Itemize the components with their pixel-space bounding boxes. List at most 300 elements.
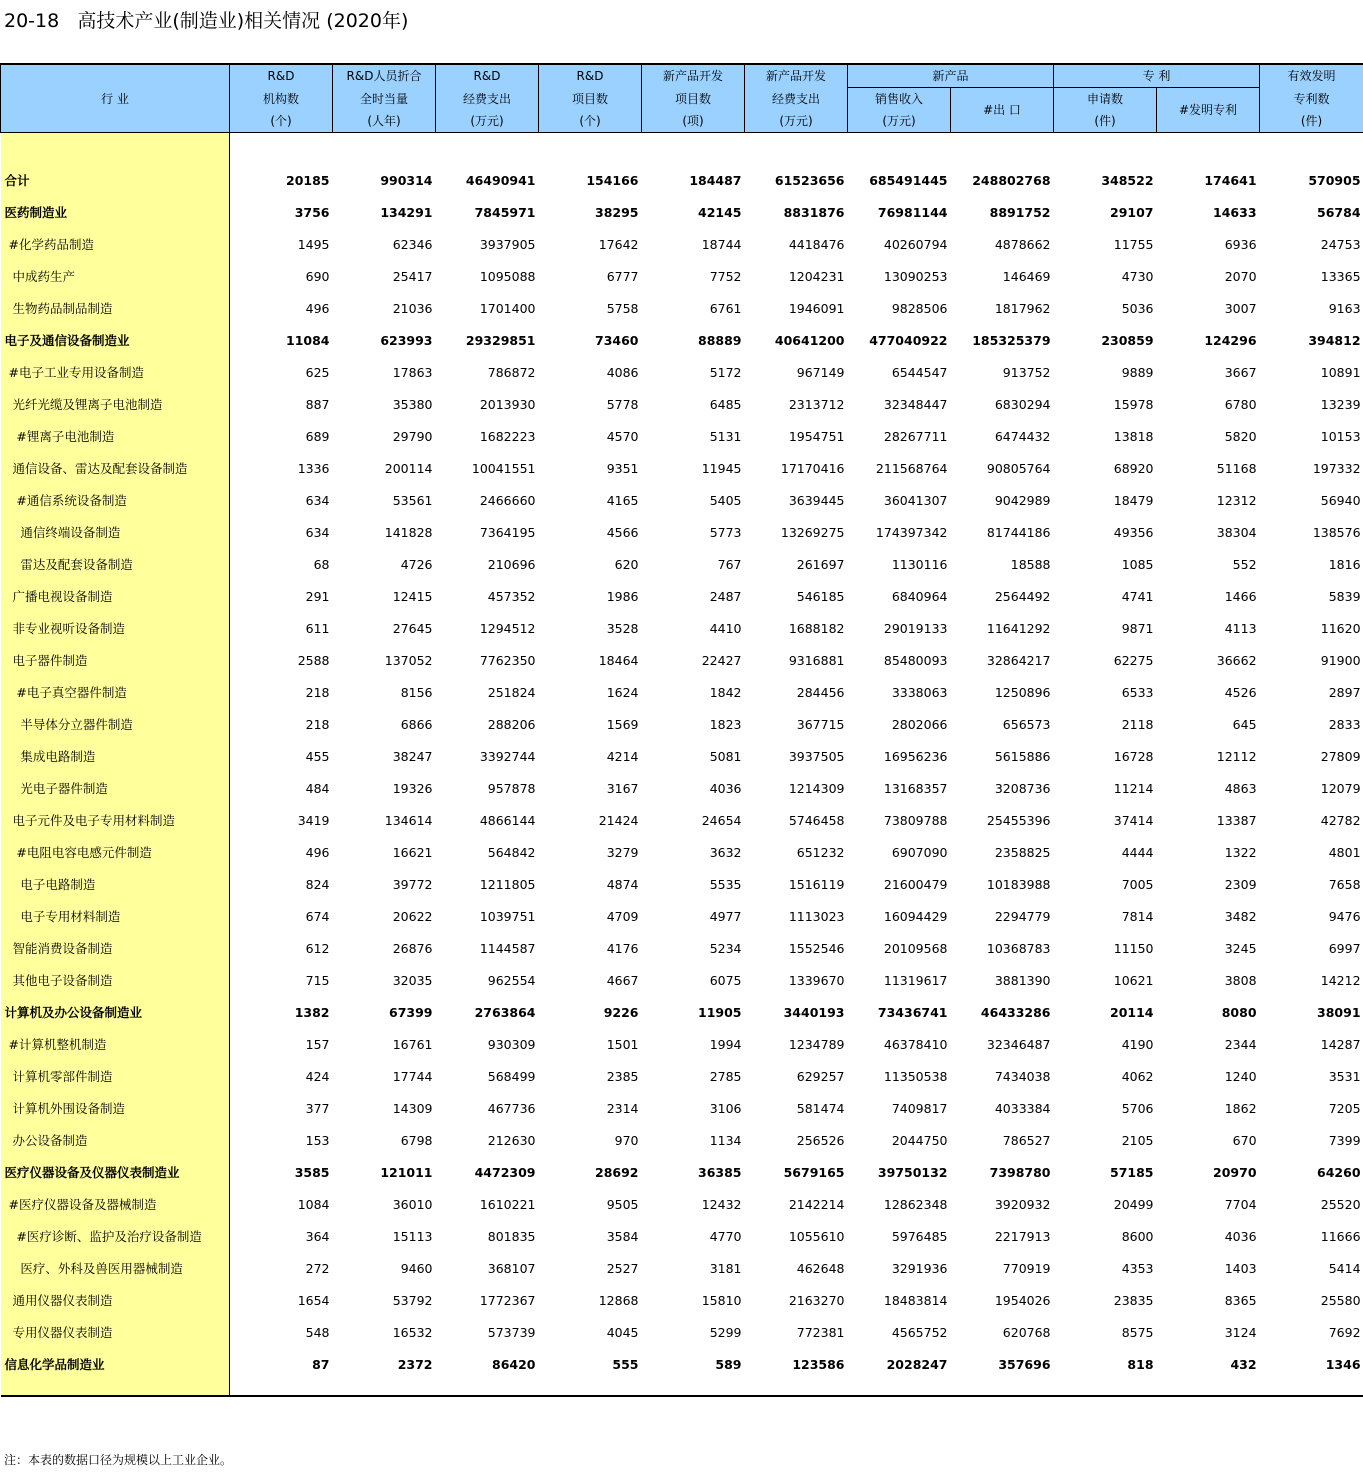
cell-value: 197332 (1312, 460, 1361, 476)
header-valid-invention-1: 有效发明 (1260, 64, 1363, 88)
cell-value: 16956236 (883, 748, 948, 764)
cell-value: 7692 (1328, 1324, 1361, 1340)
cell-value: 496 (305, 300, 330, 316)
cell-value: 13818 (1113, 428, 1154, 444)
cell-value: 11945 (701, 460, 742, 476)
cell-value: 1095088 (479, 268, 536, 284)
industry-name: 医疗仪器设备及仪器仪表制造业 (1, 1156, 230, 1188)
cell-value: 39772 (392, 876, 433, 892)
header-new-product-projects-unit: (项) (642, 110, 745, 133)
cell-value: 28692 (595, 1164, 639, 1180)
cell-value: 5778 (606, 396, 639, 412)
cell-value: 7752 (709, 268, 742, 284)
cell-value: 568499 (487, 1068, 536, 1084)
cell-value: 13168357 (883, 780, 948, 796)
cell-value: 40641200 (774, 332, 845, 348)
cell-value: 6485 (709, 396, 742, 412)
cell-value: 455 (305, 748, 330, 764)
cell-value: 10183988 (986, 876, 1051, 892)
cell-value: 4086 (606, 364, 639, 380)
industry-name: 医疗、外科及兽医用器械制造 (1, 1252, 230, 1284)
cell-value: 1130116 (891, 556, 948, 572)
cell-value: 9828506 (891, 300, 948, 316)
table-row (1, 292, 1363, 324)
cell-value: 14212 (1320, 972, 1361, 988)
industry-name: 智能消费设备制造 (1, 932, 230, 964)
header-new-product-expenditure-1: 新产品开发 (745, 64, 848, 88)
cell-value: 16761 (392, 1036, 433, 1052)
cell-value: 157 (305, 1036, 330, 1052)
cell-value: 9163 (1328, 300, 1361, 316)
cell-value: 7434038 (994, 1068, 1051, 1084)
cell-value: 134614 (384, 812, 433, 828)
cell-value: 1862 (1224, 1100, 1257, 1116)
cell-value: 4878662 (994, 236, 1051, 252)
header-new-product-projects-1: 新产品开发 (642, 64, 745, 88)
cell-value: 3245 (1224, 940, 1257, 956)
cell-value: 9316881 (788, 652, 845, 668)
cell-value: 4977 (709, 908, 742, 924)
cell-value: 5615886 (994, 748, 1051, 764)
industry-name: 计算机外围设备制造 (1, 1092, 230, 1124)
cell-value: 4472309 (474, 1164, 536, 1180)
cell-value: 56784 (1317, 204, 1361, 220)
table-header (1, 64, 1363, 133)
table-row (1, 836, 1363, 868)
cell-value: 2217913 (994, 1228, 1051, 1244)
cell-value: 962554 (487, 972, 536, 988)
cell-value: 12079 (1320, 780, 1361, 796)
industry-name: 电子器件制造 (1, 644, 230, 676)
cell-value: 2314 (606, 1100, 639, 1116)
cell-value: 611 (305, 620, 330, 636)
cell-value: 3124 (1224, 1324, 1257, 1340)
cell-value: 27645 (392, 620, 433, 636)
cell-value: 20185 (286, 172, 330, 188)
cell-value: 957878 (487, 780, 536, 796)
header-new-product-sales-2: 销售收入 (848, 88, 951, 111)
cell-value: 1039751 (479, 908, 536, 924)
table-row (1, 900, 1363, 932)
cell-value: 56940 (1320, 492, 1361, 508)
industry-name: #电子工业专用设备制造 (1, 356, 230, 388)
cell-value: 4866144 (479, 812, 536, 828)
cell-value: 20970 (1213, 1164, 1257, 1180)
industry-name: 专用仪器仪表制造 (1, 1316, 230, 1348)
cell-value: 1624 (606, 684, 639, 700)
cell-value: 3208736 (994, 780, 1051, 796)
cell-value: 1234789 (788, 1036, 845, 1052)
table-row (1, 612, 1363, 644)
cell-value: 7005 (1121, 876, 1154, 892)
cell-value: 185325379 (972, 332, 1051, 348)
cell-value: 6777 (606, 268, 639, 284)
cell-value: 1569 (606, 716, 639, 732)
cell-value: 7845971 (474, 204, 536, 220)
table-row (1, 964, 1363, 996)
cell-value: 4190 (1121, 1036, 1154, 1052)
cell-value: 17170416 (780, 460, 845, 476)
cell-value: 5820 (1224, 428, 1257, 444)
cell-value: 11319617 (883, 972, 948, 988)
cell-value: 15810 (701, 1292, 742, 1308)
cell-value: 39750132 (877, 1164, 948, 1180)
cell-value: 3937505 (788, 748, 845, 764)
table-row (1, 932, 1363, 964)
cell-value: 7205 (1328, 1100, 1361, 1116)
header-rd-expenditure-1: R&D (436, 64, 539, 88)
cell-value: 1823 (709, 716, 742, 732)
spacer-row (1, 133, 1363, 165)
cell-value: 552 (1232, 556, 1257, 572)
cell-value: 1085 (1121, 556, 1154, 572)
cell-value: 64260 (1317, 1164, 1361, 1180)
header-rd-personnel-unit: (人年) (333, 110, 436, 133)
cell-value: 7398780 (989, 1164, 1051, 1180)
cell-value: 3756 (294, 204, 330, 220)
header-rd-personnel-2: 全时当量 (333, 88, 436, 111)
industry-name: 电子电路制造 (1, 868, 230, 900)
cell-value: 13387 (1216, 812, 1257, 828)
cell-value: 548 (305, 1324, 330, 1340)
cell-value: 29019133 (883, 620, 948, 636)
table-row (1, 772, 1363, 804)
cell-value: 2527 (606, 1260, 639, 1276)
cell-value: 9889 (1121, 364, 1154, 380)
cell-value: 85480093 (883, 652, 948, 668)
industry-name: #医疗诊断、监护及治疗设备制造 (1, 1220, 230, 1252)
cell-value: 10368783 (986, 940, 1051, 956)
cell-value: 4410 (709, 620, 742, 636)
header-new-product-projects-2: 项目数 (642, 88, 745, 111)
cell-value: 16728 (1113, 748, 1154, 764)
cell-value: 589 (715, 1356, 742, 1372)
table-row (1, 708, 1363, 740)
cell-value: 2105 (1121, 1132, 1154, 1148)
cell-value: 620768 (1002, 1324, 1051, 1340)
cell-value: 18588 (1010, 556, 1051, 572)
cell-value: 1516119 (788, 876, 845, 892)
industry-name: 其他电子设备制造 (1, 964, 230, 996)
cell-value: 10621 (1113, 972, 1154, 988)
cell-value: 1403 (1224, 1260, 1257, 1276)
cell-value: 1682223 (479, 428, 536, 444)
cell-value: 3007 (1224, 300, 1257, 316)
cell-value: 73460 (595, 332, 639, 348)
cell-value: 612 (305, 940, 330, 956)
table-row (1, 996, 1363, 1028)
table-row (1, 1092, 1363, 1124)
cell-value: 5758 (606, 300, 639, 316)
cell-value: 18483814 (883, 1292, 948, 1308)
cell-value: 5234 (709, 940, 742, 956)
cell-value: 146469 (1002, 268, 1051, 284)
cell-value: 690 (305, 268, 330, 284)
cell-value: 184487 (689, 172, 742, 188)
header-patents-unit: (件) (1054, 110, 1157, 133)
cell-value: 930309 (487, 1036, 536, 1052)
cell-value: 3338063 (891, 684, 948, 700)
cell-value: 68 (313, 556, 330, 572)
cell-value: 10153 (1320, 428, 1361, 444)
cell-value: 4036 (1224, 1228, 1257, 1244)
cell-value: 1817962 (994, 300, 1051, 316)
table-row (1, 1220, 1363, 1252)
cell-value: 6761 (709, 300, 742, 316)
cell-value: 4036 (709, 780, 742, 796)
cell-value: 4565752 (891, 1324, 948, 1340)
cell-value: 68920 (1113, 460, 1154, 476)
cell-value: 25417 (392, 268, 433, 284)
industry-name: 通用仪器仪表制造 (1, 1284, 230, 1316)
cell-value: 6840964 (891, 588, 948, 604)
cell-value: 3167 (606, 780, 639, 796)
table-row (1, 580, 1363, 612)
cell-value: 1466 (1224, 588, 1257, 604)
cell-value: 564842 (487, 844, 536, 860)
header-new-product-sales-unit: (万元) (848, 110, 951, 133)
cell-value: 5839 (1328, 588, 1361, 604)
table-row (1, 740, 1363, 772)
cell-value: 4526 (1224, 684, 1257, 700)
cell-value: 46490941 (465, 172, 536, 188)
cell-value: 13239 (1320, 396, 1361, 412)
table-row (1, 644, 1363, 676)
cell-value: 9460 (400, 1260, 433, 1276)
cell-value: 3419 (297, 812, 330, 828)
cell-value: 1211805 (479, 876, 536, 892)
cell-value: 9226 (603, 1004, 639, 1020)
cell-value: 645 (1232, 716, 1257, 732)
table-row (1, 1284, 1363, 1316)
cell-value: 368107 (487, 1260, 536, 1276)
cell-value: 4113 (1224, 620, 1257, 636)
cell-value: 36662 (1216, 652, 1257, 668)
header-rd-projects-1: R&D (539, 64, 642, 88)
cell-value: 496 (305, 844, 330, 860)
cell-value: 134291 (380, 204, 433, 220)
table-row (1, 804, 1363, 836)
cell-value: 1204231 (788, 268, 845, 284)
cell-value: 424 (305, 1068, 330, 1084)
cell-value: 7399 (1328, 1132, 1361, 1148)
cell-value: 32346487 (986, 1036, 1051, 1052)
cell-value: 21036 (392, 300, 433, 316)
cell-value: 272 (305, 1260, 330, 1276)
cell-value: 174641 (1204, 172, 1257, 188)
industry-name: 电子元件及电子专用材料制造 (1, 804, 230, 836)
cell-value: 11084 (286, 332, 330, 348)
cell-value: 467736 (487, 1100, 536, 1116)
cell-value: 11150 (1113, 940, 1154, 956)
cell-value: 1055610 (788, 1228, 845, 1244)
cell-value: 6997 (1328, 940, 1361, 956)
cell-value: 685491445 (869, 172, 948, 188)
header-rd-projects-2: 项目数 (539, 88, 642, 111)
cell-value: 967149 (796, 364, 845, 380)
cell-value: 3639445 (788, 492, 845, 508)
header-rd-expenditure-2: 经费支出 (436, 88, 539, 111)
cell-value: 715 (305, 972, 330, 988)
cell-value: 4726 (400, 556, 433, 572)
cell-value: 4801 (1328, 844, 1361, 860)
industry-name: 计算机及办公设备制造业 (1, 996, 230, 1028)
cell-value: 656573 (1002, 716, 1051, 732)
cell-value: 634 (305, 492, 330, 508)
cell-value: 4214 (606, 748, 639, 764)
cell-value: 2588 (297, 652, 330, 668)
cell-value: 35380 (392, 396, 433, 412)
header-new-product-expenditure-2: 经费支出 (745, 88, 848, 111)
industry-name: 电子专用材料制造 (1, 900, 230, 932)
cell-value: 770919 (1002, 1260, 1051, 1276)
table-row (1, 260, 1363, 292)
cell-value: 73436741 (877, 1004, 948, 1020)
cell-value: 2358825 (994, 844, 1051, 860)
industry-name: 医药制造业 (1, 196, 230, 228)
cell-value: 5976485 (891, 1228, 948, 1244)
industry-name: #电子真空器件制造 (1, 676, 230, 708)
cell-value: 18464 (598, 652, 639, 668)
cell-value: 174397342 (875, 524, 948, 540)
cell-value: 4176 (606, 940, 639, 956)
cell-value: 24654 (701, 812, 742, 828)
cell-value: 1994 (709, 1036, 742, 1052)
cell-value: 3440193 (783, 1004, 845, 1020)
cell-value: 6866 (400, 716, 433, 732)
cell-value: 137052 (384, 652, 433, 668)
cell-value: 348522 (1101, 172, 1154, 188)
cell-value: 218 (305, 684, 330, 700)
cell-value: 3482 (1224, 908, 1257, 924)
industry-name: 广播电视设备制造 (1, 580, 230, 612)
cell-value: 46433286 (980, 1004, 1051, 1020)
cell-value: 2564492 (994, 588, 1051, 604)
cell-value: 76981144 (877, 204, 948, 220)
cell-value: 24753 (1320, 236, 1361, 252)
cell-value: 2897 (1328, 684, 1361, 700)
cell-value: 18479 (1113, 492, 1154, 508)
table-row (1, 452, 1363, 484)
table-row (1, 868, 1363, 900)
cell-value: 1294512 (479, 620, 536, 636)
cell-value: 28267711 (883, 428, 948, 444)
header-patents-2: 申请数 (1054, 88, 1157, 111)
cell-value: 3920932 (994, 1196, 1051, 1212)
cell-value: 123586 (792, 1356, 845, 1372)
cell-value: 211568764 (875, 460, 948, 476)
cell-value: 210696 (487, 556, 536, 572)
table-row (1, 516, 1363, 548)
cell-value: 11214 (1113, 780, 1154, 796)
cell-value: 1134 (709, 1132, 742, 1148)
cell-value: 61523656 (774, 172, 845, 188)
cell-value: 6544547 (891, 364, 948, 380)
header-rd-institutions-1: R&D (230, 64, 333, 88)
cell-value: 887 (305, 396, 330, 412)
cell-value: 15113 (392, 1228, 433, 1244)
cell-value: 5081 (709, 748, 742, 764)
cell-value: 90805764 (986, 460, 1051, 476)
cell-value: 4033384 (994, 1100, 1051, 1116)
cell-value: 138576 (1312, 524, 1361, 540)
cell-value: 5414 (1328, 1260, 1361, 1276)
cell-value: 4730 (1121, 268, 1154, 284)
table-row (1, 420, 1363, 452)
cell-value: 62346 (392, 236, 433, 252)
cell-value: 10041551 (471, 460, 536, 476)
cell-value: 1654 (297, 1292, 330, 1308)
header-rd-institutions-2: 机构数 (230, 88, 333, 111)
table-row (1, 676, 1363, 708)
cell-value: 29329851 (465, 332, 536, 348)
cell-value: 3808 (1224, 972, 1257, 988)
industry-name: #通信系统设备制造 (1, 484, 230, 516)
table-row (1, 1156, 1363, 1188)
cell-value: 12312 (1216, 492, 1257, 508)
cell-value: 1986 (606, 588, 639, 604)
cell-value: 12868 (598, 1292, 639, 1308)
cell-value: 38304 (1216, 524, 1257, 540)
cell-value: 16621 (392, 844, 433, 860)
cell-value: 7762350 (479, 652, 536, 668)
header-new-product-expenditure-unit: (万元) (745, 110, 848, 133)
cell-value: 17642 (598, 236, 639, 252)
cell-value: 153 (305, 1132, 330, 1148)
cell-value: 15978 (1113, 396, 1154, 412)
cell-value: 6474432 (994, 428, 1051, 444)
table-row (1, 324, 1363, 356)
cell-value: 5172 (709, 364, 742, 380)
industry-name: #计算机整机制造 (1, 1028, 230, 1060)
cell-value: 573739 (487, 1324, 536, 1340)
header-valid-invention-2: 专利数 (1260, 88, 1363, 111)
cell-value: 36385 (698, 1164, 742, 1180)
cell-value: 38247 (392, 748, 433, 764)
cell-value: 990314 (380, 172, 433, 188)
cell-value: 2028247 (886, 1356, 948, 1372)
cell-value: 377 (305, 1100, 330, 1116)
cell-value: 1946091 (788, 300, 845, 316)
cell-value: 21600479 (883, 876, 948, 892)
cell-value: 623993 (380, 332, 433, 348)
header-rd-personnel-1: R&D人员折合 (333, 64, 436, 88)
table-row (1, 388, 1363, 420)
cell-value: 9871 (1121, 620, 1154, 636)
cell-value: 1322 (1224, 844, 1257, 860)
cell-value: 26876 (392, 940, 433, 956)
spacer-row (1, 1380, 1363, 1396)
industry-name: 生物药品制品制造 (1, 292, 230, 324)
cell-value: 5131 (709, 428, 742, 444)
industry-name: 通信设备、雷达及配套设备制造 (1, 452, 230, 484)
cell-value: 3392744 (479, 748, 536, 764)
industry-name: 集成电路制造 (1, 740, 230, 772)
cell-value: 88889 (698, 332, 742, 348)
cell-value: 674 (305, 908, 330, 924)
cell-value: 4667 (606, 972, 639, 988)
cell-value: 5706 (1121, 1100, 1154, 1116)
cell-value: 251824 (487, 684, 536, 700)
table-row (1, 548, 1363, 580)
cell-value: 1382 (294, 1004, 330, 1020)
industry-name: 信息化学品制造业 (1, 1348, 230, 1380)
cell-value: 1113023 (788, 908, 845, 924)
header-industry: 行 业 (1, 64, 230, 133)
cell-value: 124296 (1204, 332, 1257, 348)
cell-value: 8156 (400, 684, 433, 700)
cell-value: 1336 (297, 460, 330, 476)
